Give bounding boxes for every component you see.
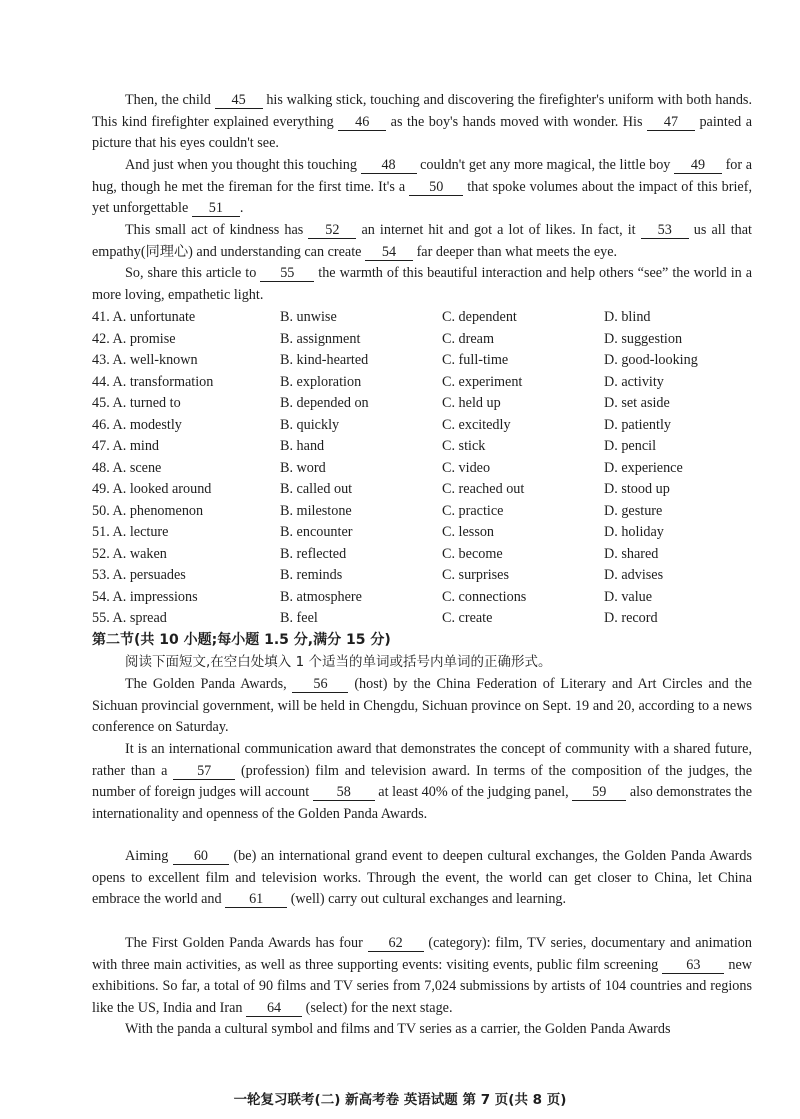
option-row-45: 45. A. turned to B. depended on C. held up D. set aside [92,395,670,411]
option-row-48: 48. A. scene B. word C. video D. experience [92,459,683,476]
blank-60: 60 [173,848,229,865]
passage-paragraph-3: This small act of kindness has 52 an internet hit and got a lot of likes. In fact, it 53 us all that empathy(同理心) and understanding can create 54 far deeper than what meets the eye. [92,222,752,260]
blank-56: 56 [292,676,348,693]
option-row-51: 51. A. lecture B. encounter C. lesson D. holiday [92,524,664,540]
option-row-49: 49. A. looked around B. called out C. reached out D. stood up [92,481,670,497]
blank-46: 46 [338,114,386,131]
option-row-50: 50. A. phenomenon B. milestone C. practice D. gesture [92,502,663,519]
option-row-46: 46. A. modestly B. quickly C. excitedly D. patiently [92,416,671,433]
blank-63: 63 [662,957,724,974]
section-2-paragraph-3: Aiming 60 (be) an international grand event to deepen cultural exchanges, the Golden Panda Awards opens to excellent film and television works. Through the event, the world can get closer to China, let China embrace the world and 61 (well) carry out cultural exchanges and learning. [92,848,752,907]
section-2-heading: 第二节(共 10 小题;每小题 1.5 分,满分 15 分) [92,632,391,648]
blank-47: 47 [647,114,695,131]
blank-58: 58 [313,784,375,801]
option-row-41: 41. A. unfortunate B. unwise C. dependent D. blind [92,309,651,325]
section-2-paragraph-2: It is an international communication award that demonstrates the concept of community with a shared future, rather than a 57 (profession) film and television award. In terms of the composition of the judges, the number of foreign judges will account 58 at least 40% of the judging panel, 59 also demonstrates the internationality and openness of the Golden Panda Awards. [92,741,752,822]
blank-53: 53 [641,222,689,239]
blank-57: 57 [173,763,235,780]
option-row-44: 44. A. transformation B. exploration C. experiment D. activity [92,373,664,390]
blank-45: 45 [215,92,263,109]
blank-55: 55 [260,265,314,282]
blank-50: 50 [409,179,463,196]
passage-paragraph-1: Then, the child 45 his walking stick, touching and discovering the firefighter's uniform with both hands. This kind firefighter explained everything 46 as the boy's hands moved with wonder. His 47 painted a picture that his eyes couldn't see. [92,92,753,151]
option-row-43: 43. A. well-known B. kind-hearted C. full-time D. good-looking [92,352,698,368]
blank-59: 59 [572,784,626,801]
option-row-54: 54. A. impressions B. atmosphere C. connections D. value [92,588,653,605]
blank-54: 54 [365,244,413,261]
blank-49: 49 [674,157,722,174]
section-2-paragraph-1: The Golden Panda Awards, 56 (host) by the China Federation of Literary and Art Circles and the Sichuan provincial government, will be held in Chengdu, Sichuan province on Sept. 19 and 20, according to a news conference on Saturday. [92,676,752,735]
page-footer: 一轮复习联考(二) 新高考卷 英语试题 第 7 页(共 8 页) [233,1092,567,1108]
section-2-paragraph-5: With the panda a cultural symbol and films and TV series as a carrier, the Golden Panda Awards [125,1021,671,1037]
section-2-instruction: 阅读下面短文,在空白处填入 1 个适当的单词或括号内单词的正确形式。 [125,654,552,670]
option-row-55: 55. A. spread B. feel C. create D. record [92,610,658,626]
blank-51: 51 [192,200,240,217]
blank-52: 52 [308,222,356,239]
blank-64: 64 [246,1000,302,1017]
option-row-53: 53. A. persuades B. reminds C. surprises D. advises [92,567,664,583]
options-list [92,307,772,630]
passage-paragraph-4: So, share this article to 55 the warmth of this beautiful interaction and help others “see” the world in a more loving, empathetic light. [92,265,752,303]
blank-62: 62 [368,935,424,952]
option-row-47: 47. A. mind B. hand C. stick D. pencil [92,438,657,454]
section-2-paragraph-4: The First Golden Panda Awards has four 62 (category): film, TV series, documentary and animation with three main activities, as well as three supporting events: visiting events, public film screening 63 new exhibitions. So far, a total of 90 films and TV series from 7,024 submissions by artists of 104 countries and regions like the US, India and Iran 64 (select) for the next stage. [92,935,752,1016]
option-row-42: 42. A. promise B. assignment C. dream D. suggestion [92,330,683,347]
passage-paragraph-2: And just when you thought this touching 48 couldn't get any more magical, the little boy 49 for a hug, though he met the fireman for the first time. It's a 50 that spoke volumes about the impact of this brief, yet unforgettable 51 . [92,157,752,216]
option-row-52: 52. A. waken B. reflected C. become D. shared [92,545,659,562]
blank-61: 61 [225,891,287,908]
blank-48: 48 [361,157,417,174]
